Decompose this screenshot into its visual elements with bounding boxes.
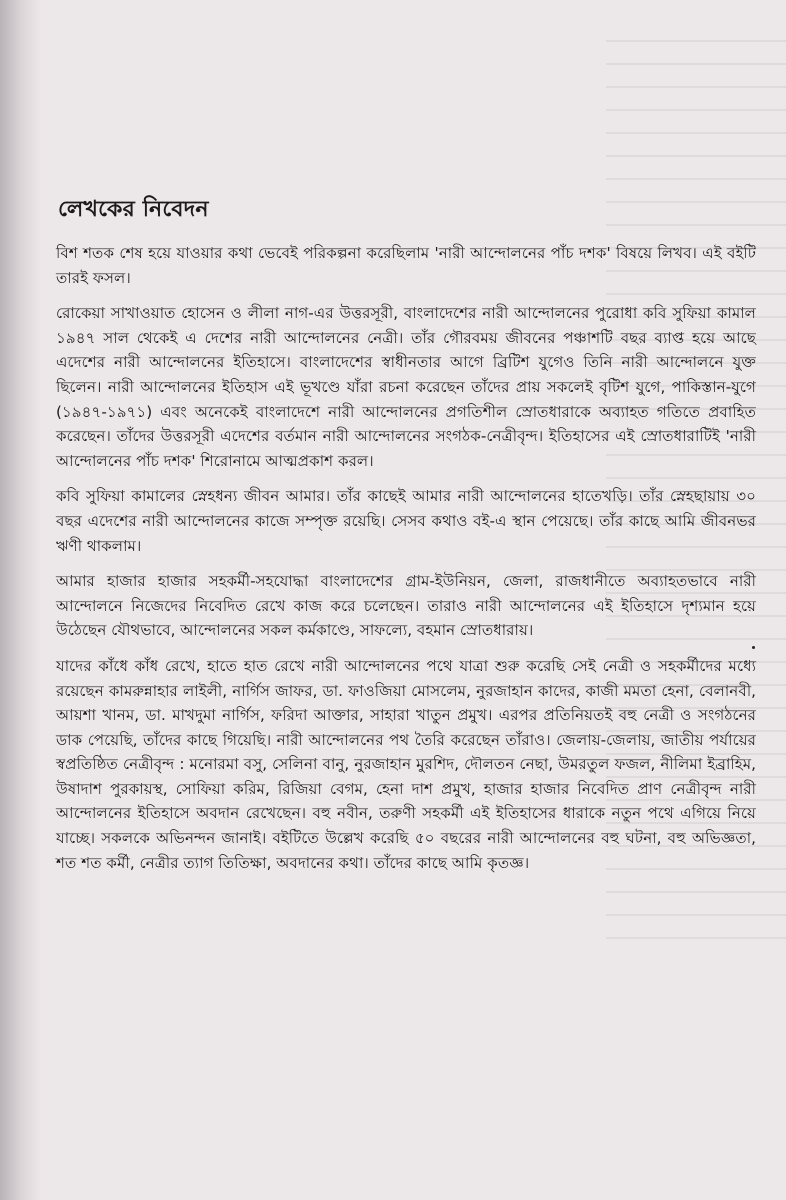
page-title: লেখকের নিবেদন bbox=[58, 197, 209, 222]
paragraph-3: কবি সুফিয়া কামালের স্নেহধন্য জীবন আমার। তাঁর কাছেই আমার নারী আন্দোলনের হাতেখড়ি। তাঁর স্নেহছায়ায় ৩০ বছর এদেশের নারী আন্দোলনের কাজে সম্পৃক্ত রয়েছি। সেসব কথাও বই-এ স্থান পেয়েছে। তাঁর কাছে আমি জীবনভর ঋণী থাকলাম। bbox=[56, 487, 756, 555]
paragraph-2: রোকেয়া সাখাওয়াত হোসেন ও লীলা নাগ-এর উত্তরসূরী, বাংলাদেশের নারী আন্দোলনের পুরোধা কবি সুফিয়া কামাল ১৯৪৭ সাল থেকেই এ দেশের নারী আন্দোলনের নেত্রী। তাঁর গৌরবময় জীবনের পঞ্চাশটি বছর ব্যাপ্ত হয়ে আছে এদেশের নারী আন্দোলনের ইতিহাসে। বাংলাদেশের স্বাধীনতার আগে ব্রিটিশ যুগেও তিনি নারী আন্দোলনে যুক্ত ছিলেন। নারী আন্দোলনের ইতিহাস এই ভূখণ্ডে যাঁরা রচনা করেছেন তাঁদের প্রায় সকলেই বৃটিশ যুগে, পাকিস্তান-যুগে (১৯৪৭-১৯৭১) এবং অনেকেই বাংলাদেশে নারী আন্দোলনের প্রগতিশীল স্রোতধারাকে অব্যাহত গতিতে প্রবাহিত করেছেন। তাঁদের উত্তরসূরী এদেশের বর্তমান নারী আন্দোলনের সংগঠক-নেত্রীবৃন্দ। ইতিহাসের এই স্রোতধারাটিই 'নারী আন্দোলনের পাঁচ দশক' শিরোনামে আত্মপ্রকাশ করল। bbox=[56, 304, 756, 470]
paragraph-1: বিশ শতক শেষ হয়ে যাওয়ার কথা ভেবেই পরিকল্পনা করেছিলাম 'নারী আন্দোলনের পাঁচ দশক' বিষয়ে লিখব। এই বইটি তারই ফসল। bbox=[56, 244, 756, 287]
page-body bbox=[56, 192, 756, 886]
paragraph-5: যাদের কাঁধে কাঁধ রেখে, হাতে হাত রেখে নারী আন্দোলনের পথে যাত্রা শুরু করেছি সেই নেত্রী ও সহকর্মীদের মধ্যে রয়েছেন কামরুন্নাহার লাইলী, নার্গিস জাফর, ডা. ফাওজিয়া মোসলেম, নুরজাহান কাদের, কাজী মমতা হেনা, বেলানবী, আয়শা খানম, ডা. মাখদুমা নার্গিস, ফরিদা আক্তার, সাহারা খাতুন প্রমুখ। এরপর প্রতিনিয়তই বহু নেত্রী ও সংগঠনের ডাক পেয়েছি, তাঁদের কাছে গিয়েছি। নারী আন্দোলনের পথ তৈরি করেছেন তাঁরাও। জেলায়-জেলায়, জাতীয় পর্যায়ের স্বপ্রতিষ্ঠিত নেত্রীবৃন্দ : মনোরমা বসু, সেলিনা বানু, নুরজাহান মুরশিদ, দৌলতন নেছা, উমরতুল ফজল, নীলিমা ইব্রাহিম, উষাদাশ পুরকায়স্থ, সোফিয়া করিম, রিজিয়া বেগম, হেনা দাশ প্রমুখ, হাজার হাজার নিবেদিত প্রাণ নেত্রীবৃন্দ নারী আন্দোলনের ইতিহাসে অবদান রেখেছেন। বহু নবীন, তরুণী সহকর্মী এই ইতিহাসের ধারাকে নতুন পথে এগিয়ে নিয়ে যাচ্ছে। সকলকে অভিনন্দন জানাই। বইটিতে উল্লেখ করেছি ৫০ বছরের নারী আন্দোলনের বহু ঘটনা, বহু অভিজ্ঞতা, শত শত কর্মী, নেত্রীর ত্যাগ তিতিক্ষা, অবদানের কথা। তাঁদের কাছে আমি কৃতজ্ঞ। bbox=[56, 656, 756, 872]
book-spine-shadow bbox=[0, 0, 40, 1200]
paragraph-4: আমার হাজার হাজার সহকর্মী-সহযোদ্ধা বাংলাদেশের গ্রাম-ইউনিয়ন, জেলা, রাজধানীতে অব্যাহতভাবে নারী আন্দোলনে নিজেদের নিবেদিত রেখে কাজ করে চলেছেন। তারাও নারী আন্দোলনের এই ইতিহাসে দৃশ্যমান হয়ে উঠেছেন যৌথভাবে, আন্দোলনের সকল কর্মকাণ্ডে, সাফল্যে, বহমান স্রোতধারায়। bbox=[56, 572, 756, 640]
